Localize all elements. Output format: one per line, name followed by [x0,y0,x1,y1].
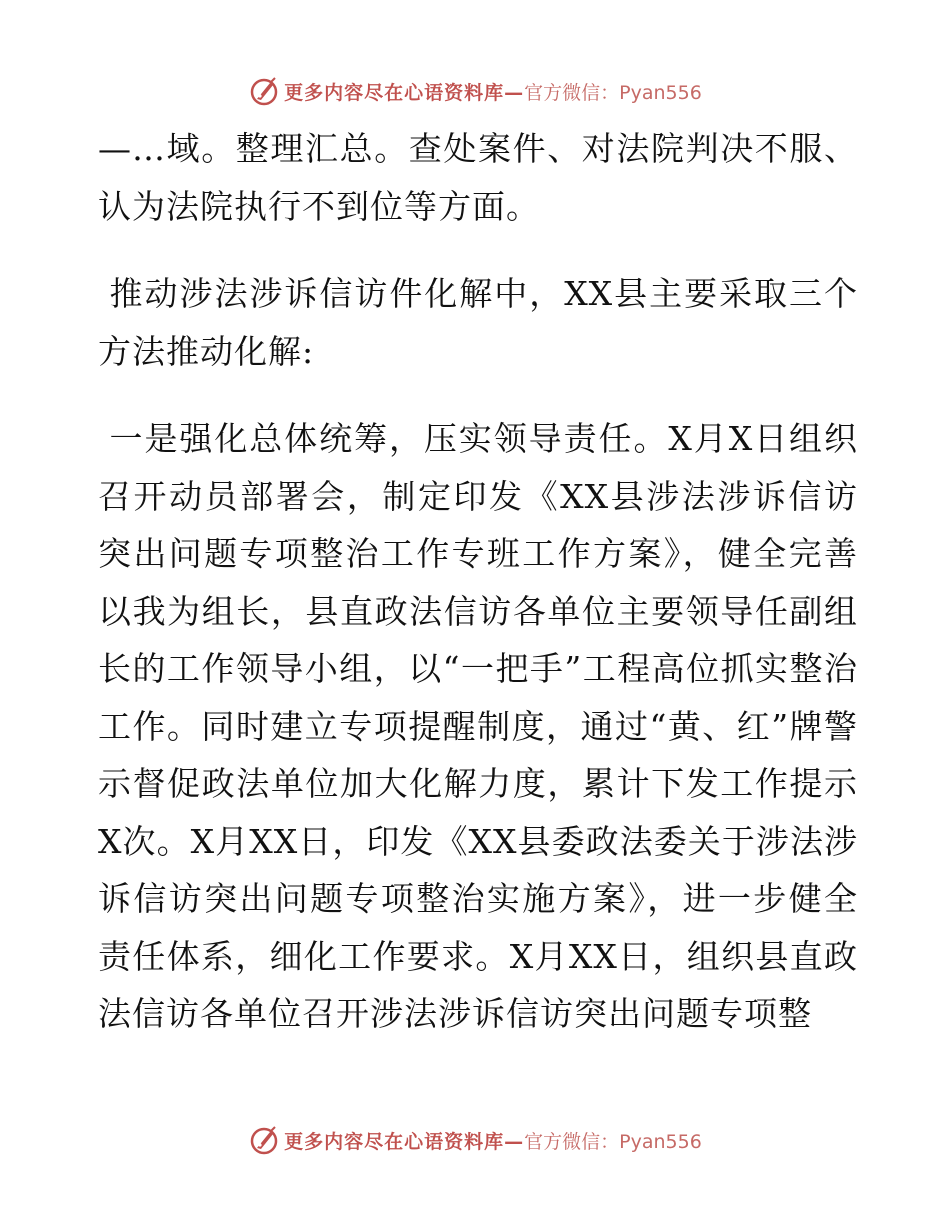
footer-brand-text: 更多内容尽在心语资料库 [284,1130,505,1153]
header-brand-text: 更多内容尽在心语资料库 [284,81,505,104]
footer-watermark-text [284,1127,702,1154]
quill-pen-logo-icon [248,75,280,107]
body-paragraph-1: —…域。整理汇总。查处案件、对法院判决不服、认为法院执行不到位等方面。 [98,129,858,226]
header-watermark-text [284,78,702,105]
header-separator: — [504,81,525,104]
document-body [98,120,858,1073]
body-paragraph-3: 一是强化总体统筹，压实领导责任。X月X日组织召开动员部署会，制定印发《XX县涉法涉诉信访突出问题专项整治工作专班工作方案》，健全完善以我为组长，县直政法信访各单位主要领导任副组长的工作领导小组，以“一把手”工程高位抓实整治工作。同时建立专项提醒制度，通过“黄、红”牌警示督促政法单位加大化解力度，累计下发工作提示X次。X月XX日，印发《XX县委政法委关于涉法涉诉信访突出问题专项整治实施方案》，进一步健全责任体系，细化工作要求。X月XX日，组织县直政法信访各单位召开涉法涉诉信访突出问题专项整 [98,419,858,1033]
header-wechat-text: 官方微信：Pyan556 [524,81,702,104]
footer-watermark-banner [0,1120,950,1160]
quill-pen-logo-icon [248,1124,280,1156]
header-watermark-banner [0,71,950,111]
body-paragraph-2: 推动涉法涉诉信访件化解中，XX县主要采取三个方法推动化解: [98,274,858,371]
footer-separator: — [504,1130,525,1153]
footer-wechat-text: 官方微信：Pyan556 [524,1130,702,1153]
